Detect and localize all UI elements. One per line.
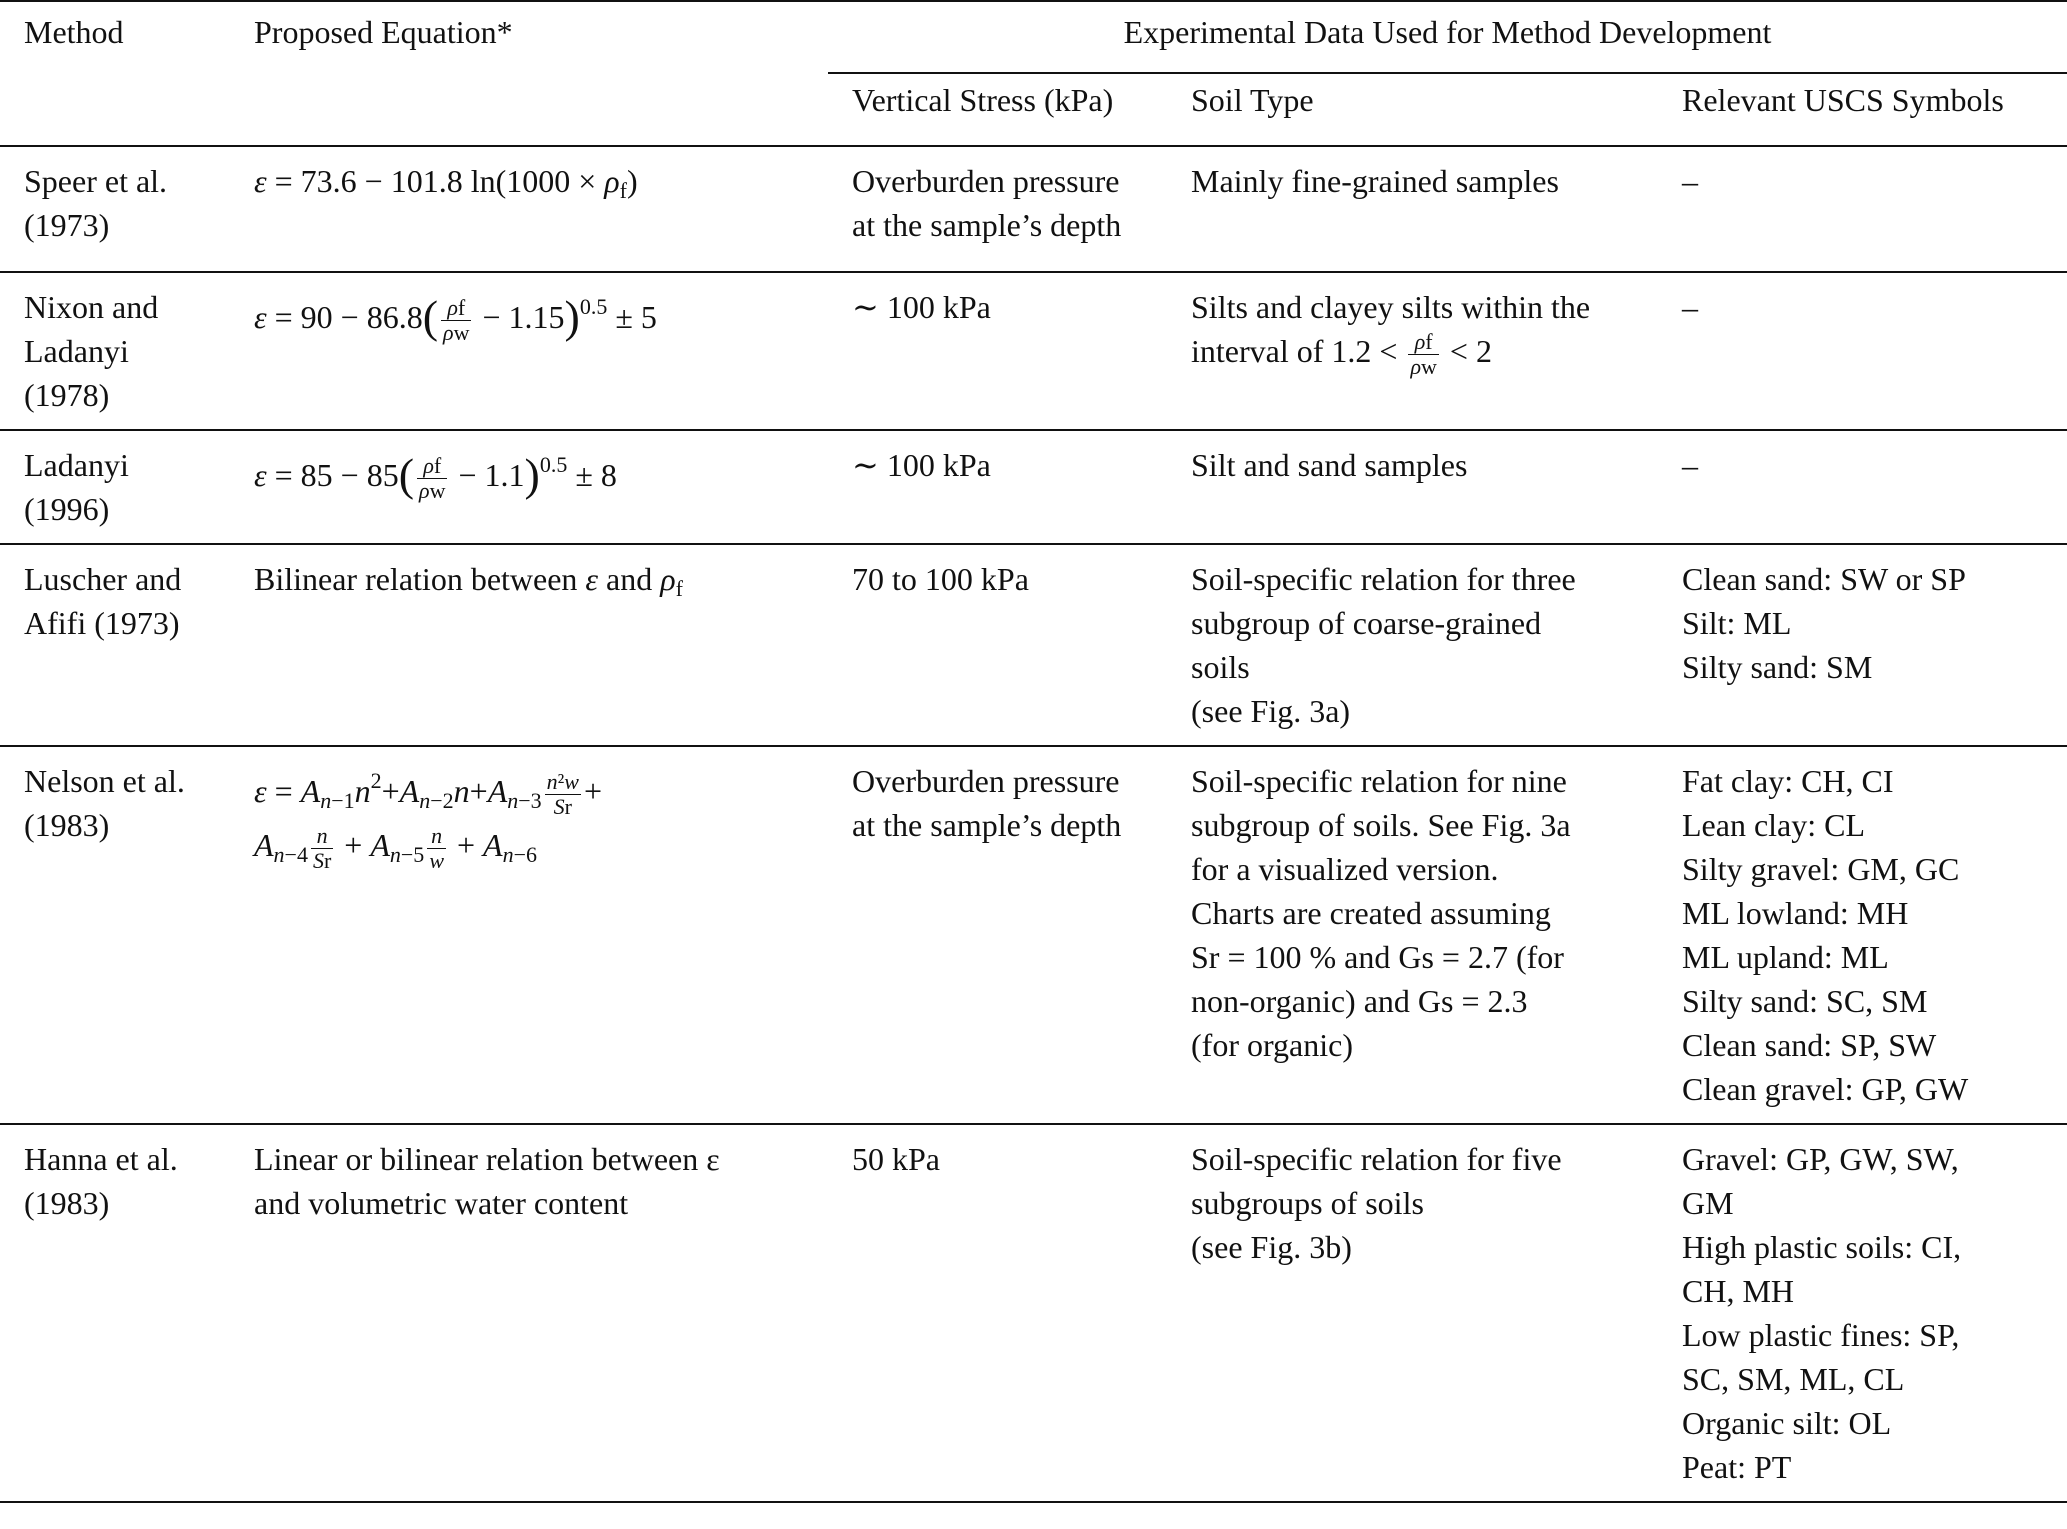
- header-experimental: Experimental Data Used for Method Development: [828, 1, 2067, 73]
- equation-cell: [254, 746, 828, 1124]
- equation-luscher: Bilinear relation between ε and $\rho_f$: [254, 561, 683, 601]
- method-cell: Speer et al. (1973): [0, 146, 254, 272]
- soil-cell: Soil-specific relation for nine subgroup of soils. See Fig. 3a for a visualized version. Charts are created assuming Sr = 100 % and Gs = 2.7 (for non-organic) and Gs = 2.3 (for organic): [1189, 746, 1680, 1124]
- soil-cell: Soil-specific relation for three subgroup of coarse-grained soils (see Fig. 3a): [1189, 544, 1680, 746]
- equation-cell: Linear or bilinear relation between ε and volumetric water content: [254, 1124, 828, 1502]
- table-row: [0, 272, 2067, 430]
- equation-nelson-1: $\varepsilon = A_{n-1}n^2+A_{n-2}n+A_{n-3}$ $\frac{\text{n²w}}{Sr}$ +: [254, 768, 602, 820]
- method-cell: Ladanyi (1996): [0, 430, 254, 544]
- header-empty-2: [254, 73, 828, 146]
- equation-speer: ε = 73.6 − 101.8 $\ln(1000 \times \rho_f)$: [254, 163, 638, 203]
- table-row: [0, 430, 2067, 544]
- soil-cell: Soil-specific relation for five subgroups of soils (see Fig. 3b): [1189, 1124, 1680, 1502]
- header-uscs: Relevant USCS Symbols: [1682, 82, 2004, 118]
- uscs-cell: Clean sand: SW or SP Silt: ML Silty sand: SM: [1680, 544, 2067, 746]
- header-stress: Vertical Stress (kPa): [852, 82, 1114, 118]
- table-row: [0, 146, 2067, 272]
- uscs-cell: –: [1680, 272, 2067, 430]
- equation-nixon: ε = 90 − 86.8( $\frac{\rho f}{\rho w}$ − 1.15)$^{0.5}$ ± 5: [254, 291, 657, 346]
- method-cell: Luscher and Afifi (1973): [0, 544, 254, 746]
- equation-nelson-2: $A_{n-4}$ $\frac{n}{Sr}$ + $A_{n-5}$ $\frac{n}{w}$ + $A_{n-6}$: [254, 823, 538, 874]
- equation-cell: [254, 146, 828, 272]
- table-row: [0, 544, 2067, 746]
- soil-interval: interval of 1.2 < $\frac{\rho f}{\rho w}$ < 2: [1191, 329, 1492, 380]
- table-row: [0, 746, 2067, 1124]
- header-empty-1: [0, 73, 254, 146]
- equation-cell: [254, 430, 828, 544]
- soil-cell: Silt and sand samples: [1189, 430, 1680, 544]
- method-cell: Hanna et al. (1983): [0, 1124, 254, 1502]
- stress-cell: Overburden pressure at the sample’s depth: [828, 146, 1189, 272]
- stress-cell: 70 to 100 kPa: [828, 544, 1189, 746]
- soil-cell: Silts and clayey silts within the interval of 1.2 < $\frac{\rho f}{\rho w}$ < 2: [1189, 272, 1680, 430]
- header-equation: Proposed Equation*: [254, 1, 828, 73]
- equation-ladanyi: ε = 85 − 85( $\frac{\rho f}{\rho w}$ − 1.1)$^{0.5}$ ± 8: [254, 449, 617, 504]
- stress-cell: 50 kPa: [828, 1124, 1189, 1502]
- soil-cell: Mainly fine-grained samples: [1189, 146, 1680, 272]
- uscs-cell: –: [1680, 146, 2067, 272]
- table-row: [0, 1124, 2067, 1502]
- header-soil: Soil Type: [1191, 82, 1314, 118]
- uscs-cell: Gravel: GP, GW, SW, GM High plastic soils: CI, CH, MH Low plastic fines: SP, SC, SM, ML, CL Organic silt: OL Peat: PT: [1680, 1124, 2067, 1502]
- stress-cell: ∼ 100 kPa: [828, 430, 1189, 544]
- uscs-cell: –: [1680, 430, 2067, 544]
- method-cell: Nelson et al. (1983): [0, 746, 254, 1124]
- uscs-cell: Fat clay: CH, CI Lean clay: CL Silty gravel: GM, GC ML lowland: MH ML upland: ML Silty sand: SC, SM Clean sand: SP, SW Clean gravel: GP, GW: [1680, 746, 2067, 1124]
- header-method: Method: [0, 1, 254, 73]
- equation-cell: [254, 544, 828, 746]
- equation-cell: [254, 272, 828, 430]
- method-cell: Nixon and Ladanyi (1978): [0, 272, 254, 430]
- stress-cell: ∼ 100 kPa: [828, 272, 1189, 430]
- stress-cell: Overburden pressure at the sample’s depth: [828, 746, 1189, 1124]
